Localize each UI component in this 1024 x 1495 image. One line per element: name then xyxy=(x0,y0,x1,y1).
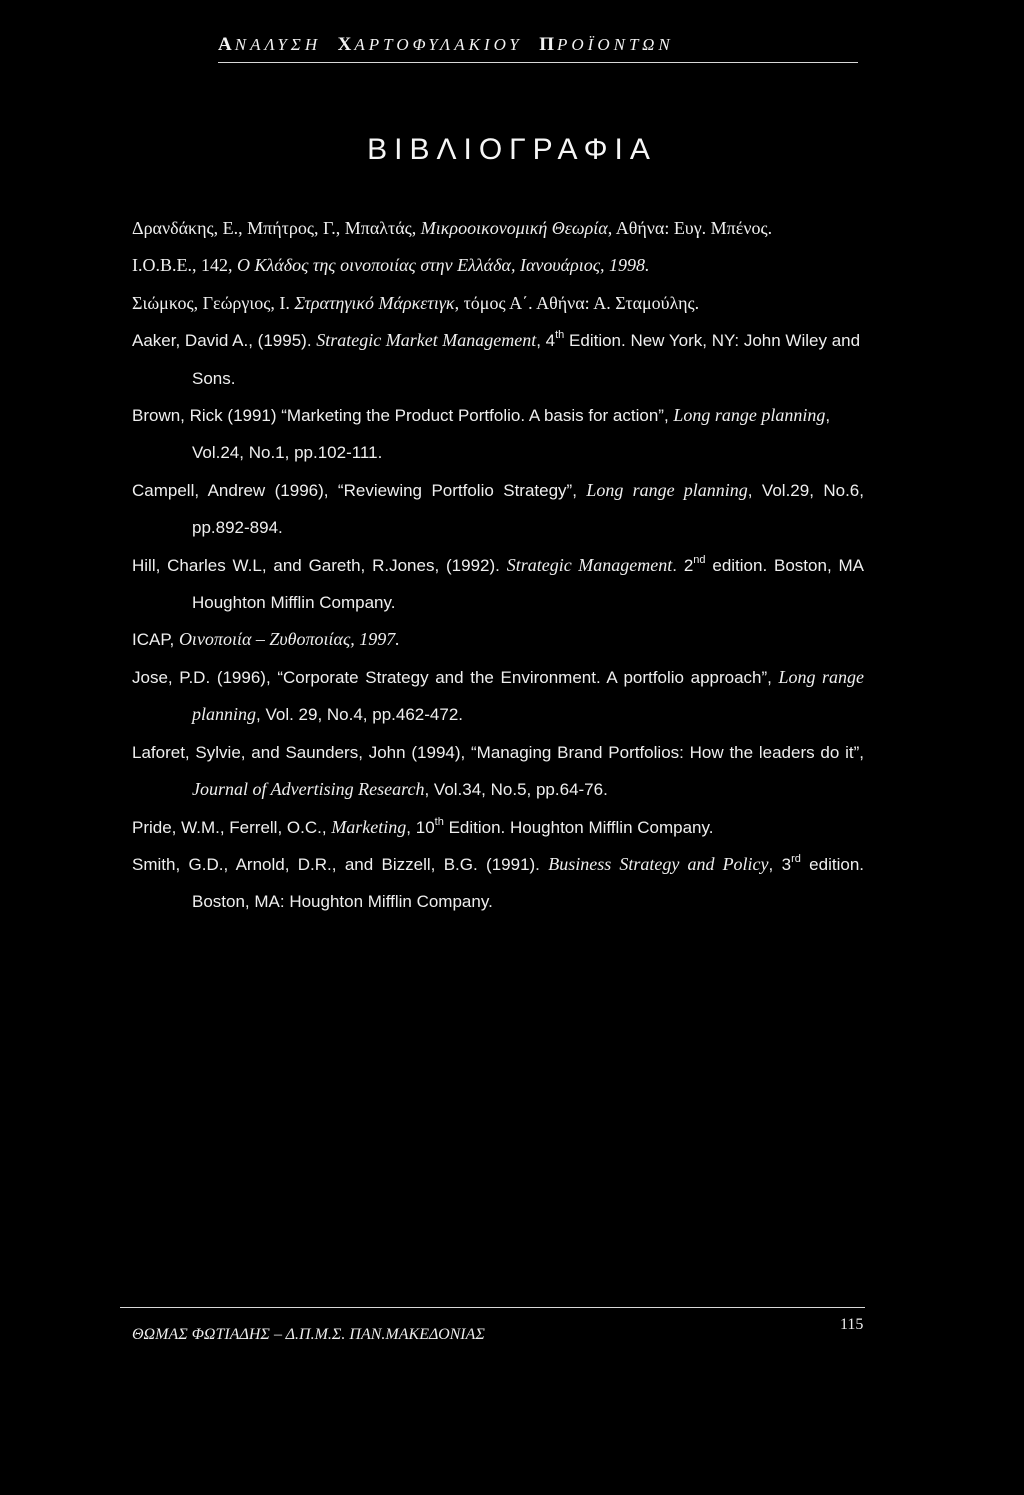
reference-item: Ι.Ο.Β.Ε., 142, Ο Κλάδος της οινοποιίας στην Ελλάδα, Ιανουάριος, 1998. xyxy=(132,255,650,276)
header-initial: Χ xyxy=(337,34,355,55)
reference-item: Smith, G.D., Arnold, D.R., and Bizzell, B.G. (1991). Business Strategy and Policy, 3rd edition. Boston, MA: Houghton Mifflin Company. xyxy=(132,852,864,912)
reference-item: Δρανδάκης, Ε., Μπήτρος, Γ., Μπαλτάς, Μικροοικονομική Θεωρία, Αθήνα: Ευγ. Μπένος. xyxy=(132,218,773,238)
page-title: ΒΙΒΛΙΟΓΡΑΦΙΑ xyxy=(367,133,657,166)
reference-item: Jose, P.D. (1996), “Corporate Strategy and the Environment. A portfolio approach”, Long range planning, Vol. 29, No.4, pp.462-472. xyxy=(132,666,864,725)
header-word: ΝΑΛΥΣΗ xyxy=(234,35,322,54)
reference-item: Pride, W.M., Ferrell, O.C., Marketing, 10th Edition. Houghton Mifflin Company. xyxy=(132,815,714,837)
reference-item: Laforet, Sylvie, and Saunders, John (1994), “Managing Brand Portfolios: How the leaders do it”, Journal of Advertising Research, Vol.34, No.5, pp.64-76. xyxy=(132,742,864,800)
footer-author: ΘΩΜΑΣ ΦΩΤΙΑΔΗΣ – Δ.Π.Μ.Σ. ΠΑΝ.ΜΑΚΕΔΟΝΙΑΣ xyxy=(132,1326,485,1343)
footer-divider xyxy=(120,1307,865,1308)
reference-item: ICAP, Οινοποιία – Ζυθοποιίας, 1997. xyxy=(132,629,400,650)
reference-list xyxy=(132,210,864,921)
header-initial: Π xyxy=(539,34,557,55)
header-initial: Α xyxy=(218,34,235,55)
running-header xyxy=(218,34,858,63)
reference-item: Brown, Rick (1991) “Marketing the Product Portfolio. A basis for action”, Long range planning, Vol.24, No.1, pp.102-111. xyxy=(132,405,831,463)
header-word: ΑΡΤΟΦΥΛΑΚΙΟΥ xyxy=(354,35,523,54)
reference-item: Hill, Charles W.L, and Gareth, R.Jones, (1992). Strategic Management. 2nd edition. Boston, MA Houghton Mifflin Company. xyxy=(132,553,864,613)
reference-item: Σιώμκος, Γεώργιος, Ι. Στρατηγικό Μάρκετιγκ, τόμος Α΄. Αθήνα: Α. Σταμούλης. xyxy=(132,292,700,313)
header-word: ΡΟΪΟΝΤΩΝ xyxy=(557,35,674,54)
page-number: 115 xyxy=(840,1316,864,1333)
reference-item: Aaker, David A., (1995). Strategic Market Management, 4th Edition. New York, NY: John Wiley and Sons. xyxy=(132,329,861,388)
reference-item: Campell, Andrew (1996), “Reviewing Portfolio Strategy”, Long range planning, Vol.29, No.6, pp.892-894. xyxy=(132,479,864,538)
